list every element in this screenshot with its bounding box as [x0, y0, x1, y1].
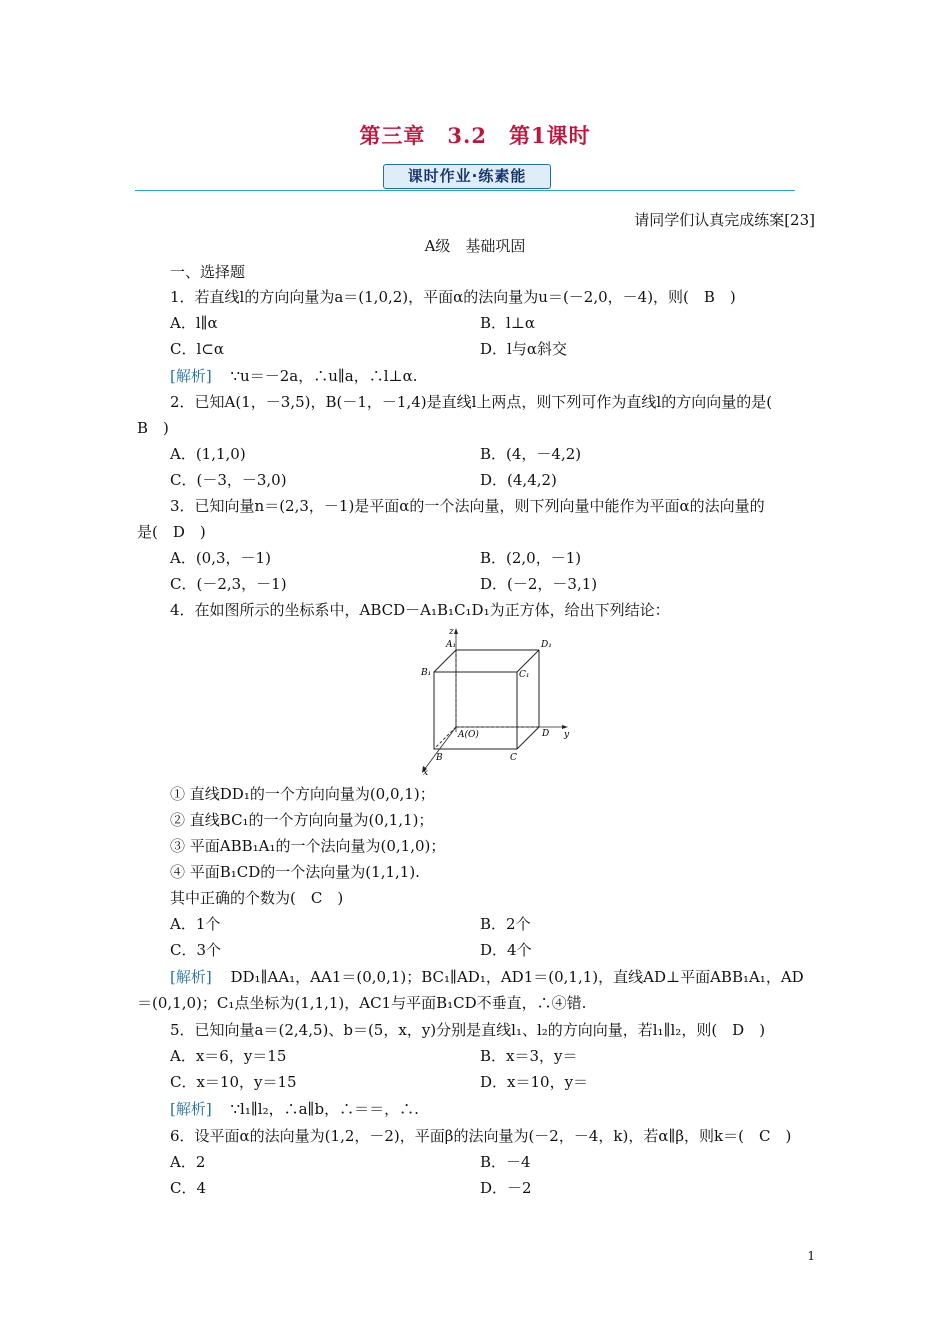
question-4-stem: 4．在如图所示的坐标系中，ABCD－A₁B₁C₁D₁为正方体，给出下列结论： — [170, 601, 670, 619]
practice-reference: 请同学们认真完成练案[23] — [634, 211, 815, 229]
level-heading: A级 基础巩固 — [424, 237, 526, 255]
question-2-stem-cont: B ) — [137, 419, 169, 437]
q2-option-c: C．(－3，－3,0) — [170, 471, 287, 489]
q4-option-c: C．3个 — [170, 941, 222, 959]
page-title: 第三章 3.2 第1课时 — [359, 123, 591, 148]
question-4-ask: 其中正确的个数为( C ) — [170, 889, 344, 907]
edge-AB — [434, 727, 456, 749]
q3-option-c: C．(－2,3，－1) — [170, 575, 287, 593]
analysis-tag: [解析] — [170, 968, 212, 986]
section-heading: 一、选择题 — [170, 263, 246, 281]
q6-option-b: B．－4 — [480, 1153, 531, 1171]
claim-4: ④ 平面B₁CD的一个法向量为(1,1,1). — [170, 863, 420, 881]
q1-option-a: A．l∥α — [170, 314, 218, 332]
label-z: z — [449, 627, 454, 637]
label-C1: C₁ — [519, 670, 530, 680]
analysis-text: DD₁∥AA₁，AA1＝(0,0,1)；BC₁∥AD₁，AD1＝(0,1,1)，直线AD⊥平面ABB₁A₁，AD — [230, 968, 804, 986]
q5-option-c: C．x＝10，y＝15 — [170, 1073, 297, 1091]
q3-option-b: B．(2,0，－1) — [480, 549, 582, 567]
q6-option-c: C．4 — [170, 1179, 207, 1197]
y-arrow-icon — [562, 725, 568, 729]
q5-option-b: B．x＝3，y＝ — [480, 1047, 578, 1065]
q5-analysis — [170, 1099, 419, 1119]
label-x: x — [423, 768, 429, 775]
claim-3: ③ 平面ABB₁A₁的一个法向量为(0,1,0)； — [170, 837, 446, 855]
q4-option-d: D．4个 — [480, 941, 532, 959]
analysis-tag: [解析] — [170, 367, 212, 385]
q5-option-a: A．x＝6，y＝15 — [170, 1047, 287, 1065]
q3-option-a: A．(0,3，－1) — [170, 549, 271, 567]
analysis-tag: [解析] — [170, 1100, 212, 1118]
question-5-stem: 5．已知向量a＝(2,4,5)、b＝(5，x，y)分别是直线l₁、l₂的方向向量，若l₁∥l₂，则( D ) — [170, 1021, 766, 1039]
analysis-text: ∵u＝－2a，∴u∥a，∴l⊥α. — [230, 367, 418, 385]
cube-figure — [414, 625, 574, 775]
q4-option-b: B．2个 — [480, 915, 531, 933]
q1-analysis — [170, 366, 418, 386]
question-6-stem: 6．设平面α的法向量为(1,2，－2)，平面β的法向量为(－2，－4，k)，若α∥β，则k＝( C ) — [170, 1127, 792, 1145]
q5-option-d: D．x＝10，y＝ — [480, 1073, 589, 1091]
question-3-stem: 3．已知向量n＝(2,3，－1)是平面α的一个法向量，则下列向量中能作为平面α的法向量的 — [170, 497, 765, 515]
q6-option-a: A．2 — [170, 1153, 206, 1171]
edge-CD — [517, 727, 539, 749]
label-D: D — [542, 729, 550, 739]
header-divider — [135, 190, 795, 191]
label-y: y — [564, 730, 570, 740]
label-D1: D₁ — [541, 640, 552, 650]
claim-1: ① 直线DD₁的一个方向向量为(0,0,1)； — [170, 785, 435, 803]
q4-analysis — [170, 967, 804, 987]
section-banner: 课时作业·练素能 — [383, 164, 551, 189]
edge-C1D1 — [517, 650, 539, 672]
q2-option-d: D．(4,4,2) — [480, 471, 557, 489]
z-arrow-icon — [454, 628, 458, 634]
q4-option-a: A．1个 — [170, 915, 221, 933]
q3-option-d: D．(－2，－3,1) — [480, 575, 598, 593]
q1-option-c: C．l⊂α — [170, 340, 224, 358]
label-A1: A₁ — [446, 640, 457, 650]
page-number: 1 — [807, 1249, 815, 1263]
q2-option-b: B．(4，－4,2) — [480, 445, 582, 463]
q1-option-b: B．l⊥α — [480, 314, 536, 332]
analysis-text: ∵l₁∥l₂，∴a∥b，∴＝＝，∴. — [230, 1100, 419, 1118]
question-3-stem-cont: 是( D ) — [137, 523, 206, 541]
q6-option-d: D．－2 — [480, 1179, 532, 1197]
label-AO: A(O) — [458, 730, 479, 740]
question-2-stem: 2．已知A(1，－3,5)，B(－1，－1,4)是直线l上两点，则下列可作为直线l的方向向量的是( — [170, 393, 773, 411]
q1-option-d: D．l与α斜交 — [480, 340, 567, 358]
label-B: B — [436, 753, 443, 763]
claim-2: ② 直线BC₁的一个方向向量为(0,1,1)； — [170, 811, 434, 829]
q2-option-a: A．(1,1,0) — [170, 445, 246, 463]
question-1-stem: 1．若直线l的方向向量为a＝(1,0,2)，平面α的法向量为u＝(－2,0，－4)，则( B ) — [170, 288, 736, 306]
edge-B1A1 — [434, 650, 456, 672]
label-C: C — [510, 753, 517, 763]
label-B1: B₁ — [421, 668, 432, 678]
q4-analysis-cont: ＝(0,1,0)；C₁点坐标为(1,1,1)，AC1与平面B₁CD不垂直，∴④错. — [137, 994, 587, 1012]
